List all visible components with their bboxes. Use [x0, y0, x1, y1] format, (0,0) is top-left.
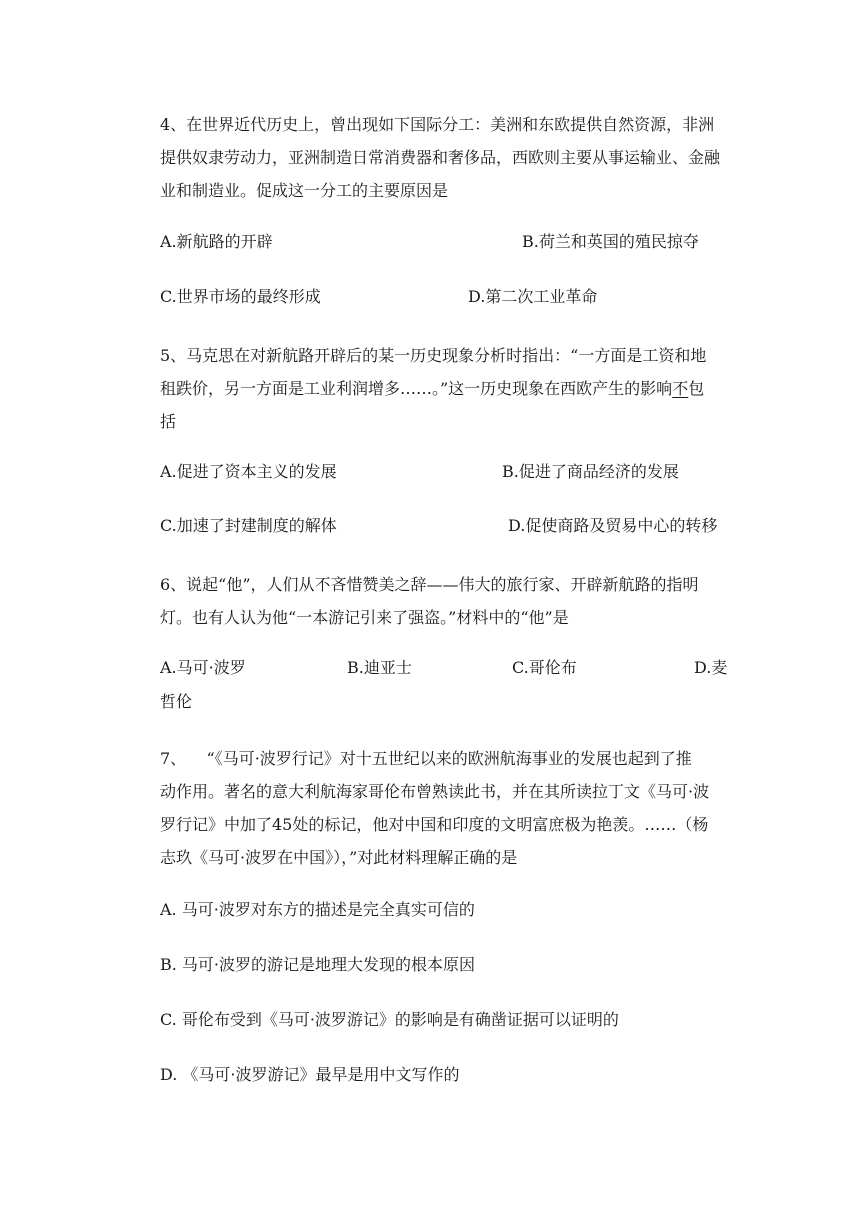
- question-7-stem: [160, 742, 732, 874]
- question-7-line-4: 志玖《马可·波罗在中国》），”对此材料理解正确的是: [160, 848, 518, 867]
- question-5-option-d[interactable]: D.促使商路及贸易中心的转移: [508, 516, 718, 535]
- question-6-line-2: 灯。也有人认为他“一本游记引来了强盗。”材料中的“他”是: [160, 608, 569, 627]
- question-4-option-d[interactable]: D.第二次工业革命: [468, 287, 598, 306]
- question-6-option-c[interactable]: C.哥伦布: [512, 658, 577, 677]
- question-5-option-c[interactable]: C.加速了封建制度的解体: [160, 516, 337, 535]
- question-7-line-2: 动作用。著名的意大利航海家哥伦布曾熟读此书，并在其所读拉丁文《马可·波: [160, 782, 710, 801]
- question-5-option-a[interactable]: A.促进了资本主义的发展: [160, 462, 337, 481]
- question-4-option-b[interactable]: B.荷兰和英国的殖民掠夺: [522, 232, 699, 251]
- question-5-underlined-word: 不: [672, 379, 689, 398]
- question-6-stem: [160, 568, 732, 634]
- question-6-option-b[interactable]: B.迪亚士: [347, 658, 412, 677]
- question-7-option-b[interactable]: B. 马可·波罗的游记是地理大发现的根本原因: [160, 955, 476, 974]
- question-6-option-d[interactable]: D.麦: [694, 658, 728, 677]
- question-5-line-2-text: 租跌价，另一方面是工业利润增多……。”这一历史现象在西欧产生的影响: [160, 379, 673, 398]
- question-5-line-1: 5、马克思在对新航路开辟后的某一历史现象分析时指出：“一方面是工资和地: [160, 346, 707, 365]
- question-4-stem: [160, 108, 732, 207]
- question-5-stem: [160, 339, 732, 438]
- question-7-option-d[interactable]: D. 《马可·波罗游记》最早是用中文写作的: [160, 1065, 460, 1084]
- question-4-line-2: 提供奴隶劳动力，亚洲制造日常消费器和奢侈品，西欧则主要从事运输业、金融: [160, 148, 721, 167]
- question-7-option-c[interactable]: C. 哥伦布受到《马可·波罗游记》的影响是有确凿证据可以证明的: [160, 1010, 619, 1029]
- question-6-option-a[interactable]: A.马可·波罗: [160, 658, 246, 677]
- question-5-line-2: [160, 372, 732, 405]
- question-7-option-a[interactable]: A. 马可·波罗对东方的描述是完全真实可信的: [160, 900, 475, 919]
- question-5-option-b[interactable]: B.促进了商品经济的发展: [502, 462, 679, 481]
- question-4-line-3: 业和制造业。促成这一分工的主要原因是: [160, 181, 449, 200]
- question-6-line-1: 6、说起“他”，人们从不吝惜赞美之辞——伟大的旅行家、开辟新航路的指明: [160, 575, 699, 594]
- question-4-option-c[interactable]: C.世界市场的最终形成: [160, 287, 321, 306]
- question-4-option-a[interactable]: A.新航路的开辟: [160, 232, 273, 251]
- question-5-line-2-tail: 包: [688, 379, 705, 398]
- question-4-line-1: 4、在世界近代历史上，曾出现如下国际分工：美洲和东欧提供自然资源，非洲: [160, 115, 715, 134]
- question-7-line-1: 7、 “《马可·波罗行记》对十五世纪以来的欧洲航海事业的发展也起到了推: [160, 749, 692, 768]
- question-5-line-3: 括: [160, 412, 177, 431]
- question-7-line-3: 罗行记》中加了45处的标记，他对中国和印度的文明富庶极为艳羡。……（杨: [160, 815, 709, 834]
- question-6-option-d-wrap: 哲伦: [160, 692, 193, 711]
